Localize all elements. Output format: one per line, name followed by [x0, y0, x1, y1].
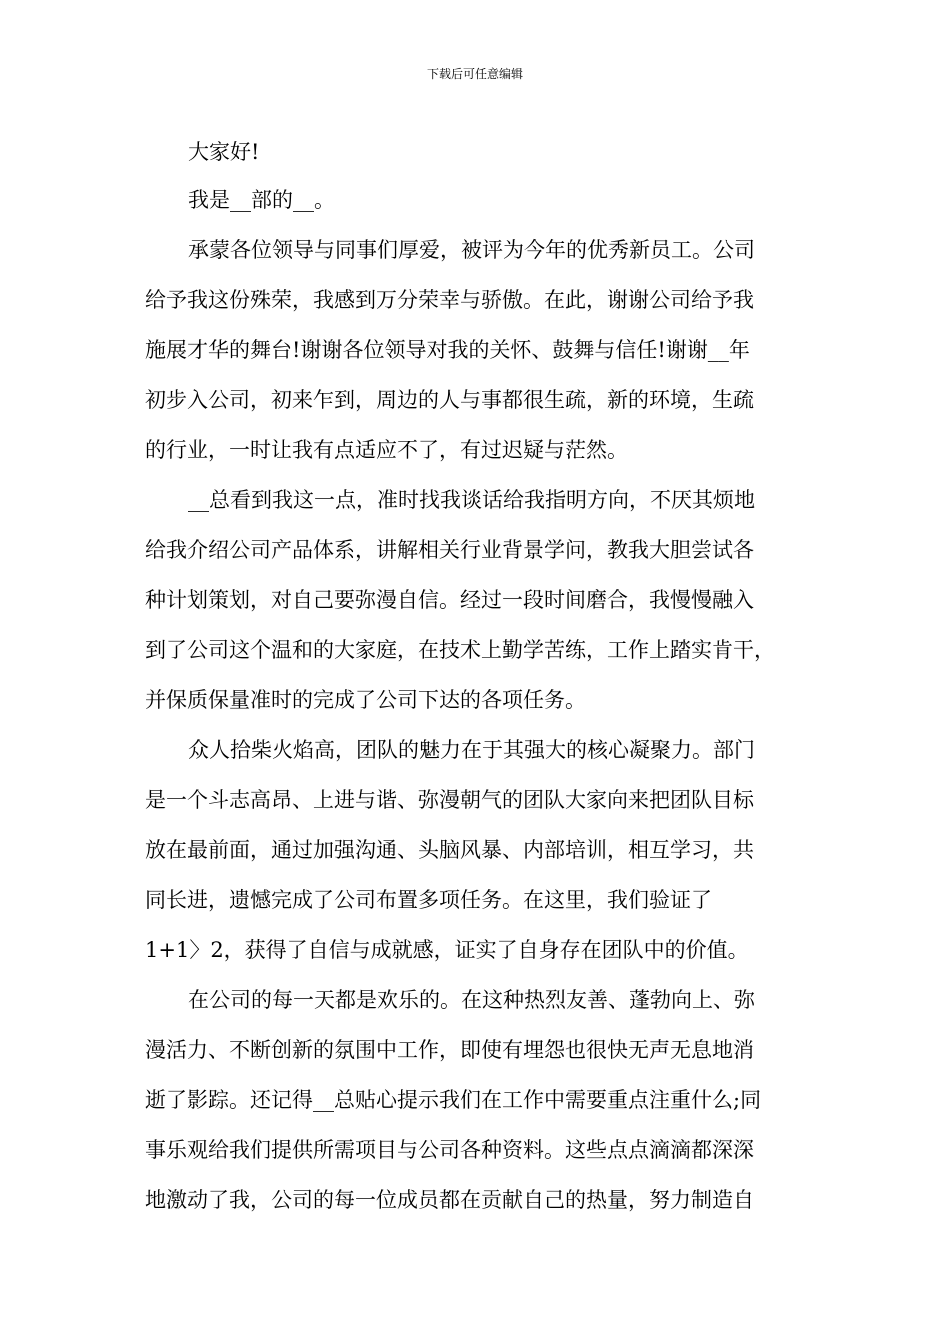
text-line: 在公司的每一天都是欢乐的。在这种热烈友善、蓬勃向上、弥	[188, 988, 755, 1012]
page-header: 下载后可任意编辑	[426, 67, 523, 81]
text-line: 的行业，一时让我有点适应不了，有过迟疑与茫然。	[145, 438, 628, 462]
text-line: 众人拾柴火焰高，团队的魅力在于其强大的核心凝聚力。部门	[188, 738, 755, 762]
text-line: 放在最前面，通过加强沟通、头脑风暴、内部培训，相互学习，共	[145, 838, 754, 862]
text-line: 是一个斗志高昂、上进与谐、弥漫朝气的团队大家向来把团队目标	[145, 788, 754, 812]
text-line: 初步入公司，初来乍到，周边的人与事都很生疏，新的环境，生疏	[145, 388, 754, 412]
text-line: 承蒙各位领导与同事们厚爱，被评为今年的优秀新员工。公司	[188, 238, 755, 262]
text-line: 种计划策划，对自己要弥漫自信。经过一段时间磨合，我慢慢融入	[145, 588, 754, 612]
text-line: __总看到我这一点，准时找我谈话给我指明方向，不厌其烦地	[188, 488, 755, 512]
text-line: 漫活力、不断创新的氛围中工作，即使有埋怨也很快无声无息地消	[145, 1038, 754, 1062]
text-line: 1+1〉2，获得了自信与成就感，证实了自身存在团队中的价值。	[145, 938, 749, 962]
text-line: 到了公司这个温和的大家庭，在技术上勤学苦练，工作上踏实肯干，	[145, 638, 775, 662]
text-line: 大家好!	[188, 140, 260, 164]
text-line: 同长进，遗憾完成了公司布置多项任务。在这里，我们验证了	[145, 888, 712, 912]
text-line: 给我介绍公司产品体系，讲解相关行业背景学问，教我大胆尝试各	[145, 538, 754, 562]
text-line: 给予我这份殊荣，我感到万分荣幸与骄傲。在此，谢谢公司给予我	[145, 288, 754, 312]
text-line: 我是__部的__。	[188, 188, 335, 212]
text-line: 并保质保量准时的完成了公司下达的各项任务。	[145, 688, 586, 712]
text-line: 事乐观给我们提供所需项目与公司各种资料。这些点点滴滴都深深	[145, 1138, 754, 1162]
text-line: 逝了影踪。还记得__总贴心提示我们在工作中需要重点注重什么;同	[145, 1088, 762, 1112]
text-line: 地激动了我，公司的每一位成员都在贡献自己的热量，努力制造自	[145, 1188, 754, 1212]
text-line: 施展才华的舞台!谢谢各位领导对我的关怀、鼓舞与信任!谢谢__年	[145, 338, 750, 362]
